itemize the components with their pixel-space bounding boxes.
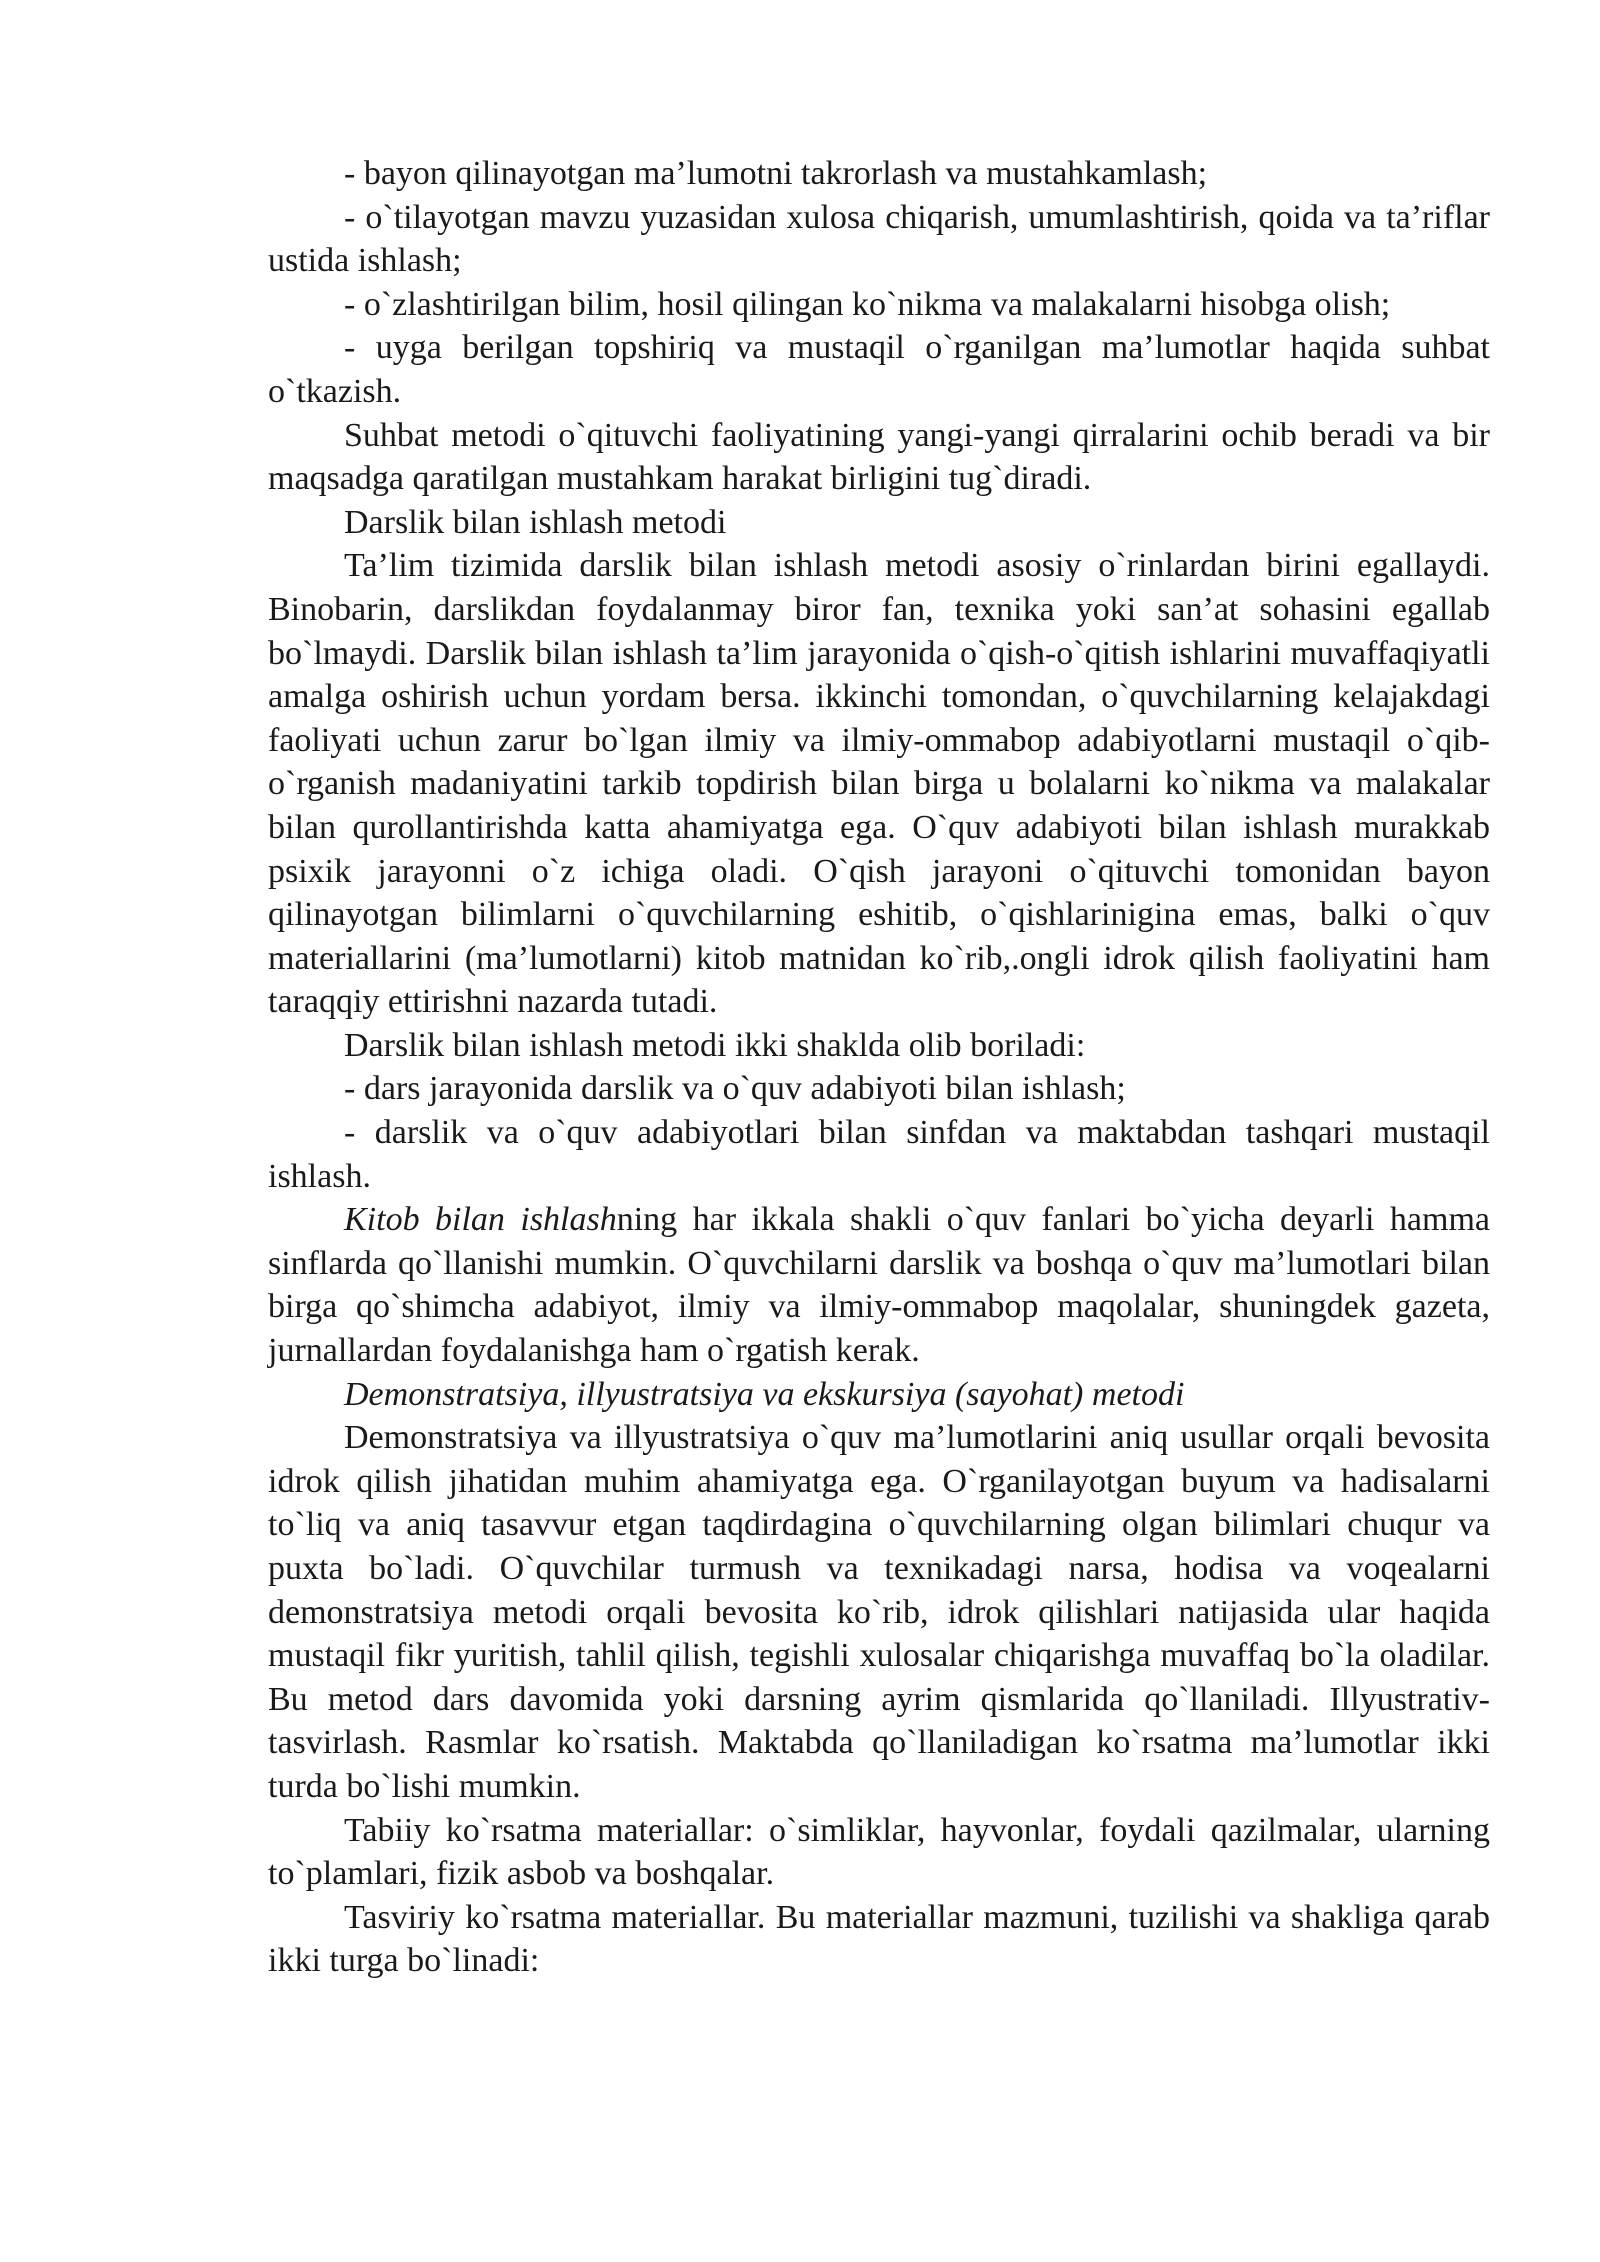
heading-darslik: Darslik bilan ishlash metodi (344, 503, 727, 541)
bullet-independent-work: - darslik va o`quv adabiyotlari bilan sinfdan va maktabdan tashqari mustaqil ishlash. (268, 1114, 1490, 1195)
paragraph-talim: Ta’lim tizimida darslik bilan ishlash metodi asosiy o`rinlardan birini egallaydi. Binobarin, darslikdan foydalanmay biror fan, texnika yoki san’at sohasini egallab bo`lmaydi. Darslik bilan ishlash ta’lim jarayonida o`qish-o`qitish ishlarini muvaffaqiyatli amalga oshirish uchun yordam bersa. ikkinchi tomondan, o`quvchilarning kelajakdagi faoliyati uchun zarur bo`lgan ilmiy va ilmiy-ommabop adabiyotlarni mustaqil o`qib-o`rganish madaniyatini tarkib topdirish bilan birga u bolalarni ko`nikma va malakalar bilan qurollantirishda katta ahamiyatga ega. O`quv adabiyoti bilan ishlash murakkab psixik jarayonni o`z ichiga oladi. O`qish jarayoni o`qituvchi tomonidan bayon qilinayotgan bilimlarni o`quvchilarning eshitib, o`qishlarinigina emas, balki o`quv materiallarini (ma’lumotlarni) kitob matnidan ko`rib,.ongli idrok qilish faoliyatini ham taraqqiy ettirishni nazarda tutadi. (268, 547, 1490, 1021)
paragraph-tasviriy: Tasviriy ko`rsatma materiallar. Bu materiallar mazmuni, tuzilishi va shakliga qarab ikki turga bo`linadi: (268, 1898, 1490, 1980)
bullet-conclusion: - o`tilayotgan mavzu yuzasidan xulosa chiqarish, umumlashtirish, qoida va ta’riflar ustida ishlash; (268, 198, 1490, 280)
paragraph-kitob (268, 1198, 1490, 1372)
bullet-assessment: - o`zlashtirilgan bilim, hosil qilingan ko`nikma va malakalarni hisobga olish; (344, 285, 1391, 323)
bullet-repeat: - bayon qilinayotgan ma’lumotni takrorlash va mustahkamlash; (344, 155, 1208, 192)
kitob-rest: ning har ikkala shakli o`quv fanlari bo`yicha deyarli hamma sinflarda qo`llanishi mumkin. O`quvchilarni darslik va boshqa o`quv ma’lumotlari bilan birga qo`shimcha adabiyot, ilmiy va ilmiy-ommabop maqolalar, shuningdek gazeta, jurnallardan foydalanishga ham o`rgatish kerak. (268, 1201, 1490, 1370)
paragraph-suhbat: Suhbat metodi o`qituvchi faoliyatining yangi-yangi qirralarini ochib beradi va bir maqsadga qaratilgan mustahkam harakat birligini tug`diradi. (268, 416, 1490, 498)
bullet-lesson-work: - dars jarayonida darslik va o`quv adabiyoti bilan ishlash; (344, 1070, 1126, 1108)
paragraph-demonstratsiya: Demonstratsiya va illyustratsiya o`quv ma’lumotlarini aniq usullar orqali bevosita idrok qilish jihatidan muhim ahamiyatga ega. O`rganilayotgan buyum va hadisalarni to`liq va aniq tasavvur etgan taqdirdagina o`quvchilarning olgan bilimlari chuqur va puxta bo`ladi. O`quvchilar turmush va texnikadagi narsa, hodisa va voqealarni demonstratsiya metodi orqali bevosita ko`rib, idrok qilishlari natijasida ular haqida mustaqil fikr yuritish, tahlil qilish, tegishli xulosalar chiqarishga muvaffaq bo`la oladilar. Bu metod dars davomida yoki darsning ayrim qismlarida qo`llaniladi. Illyustrativ- tasvirlash. Rasmlar ko`rsatish. Maktabda qo`llaniladigan ko`rsatma ma’lumotlar ikki turda bo`lishi mumkin. (268, 1419, 1490, 1805)
paragraph-two-forms: Darslik bilan ishlash metodi ikki shaklda olib boriladi: (344, 1026, 1086, 1064)
heading-demonstratsiya: Demonstratsiya, illyustratsiya va ekskursiya (sayohat) metodi (344, 1375, 1185, 1413)
kitob-italic-lead: Kitob bilan ishlash (344, 1201, 617, 1239)
bullet-homework: - uyga berilgan topshiriq va mustaqil o`rganilgan ma’lumotlar haqida suhbat o`tkazish. (268, 329, 1490, 410)
paragraph-tabiiy: Tabiiy ko`rsatma materiallar: o`simliklar, hayvonlar, foydali qazilmalar, ularning to`plamlari, fizik asbob va boshqalar. (268, 1811, 1490, 1893)
document-page (268, 152, 1490, 1983)
